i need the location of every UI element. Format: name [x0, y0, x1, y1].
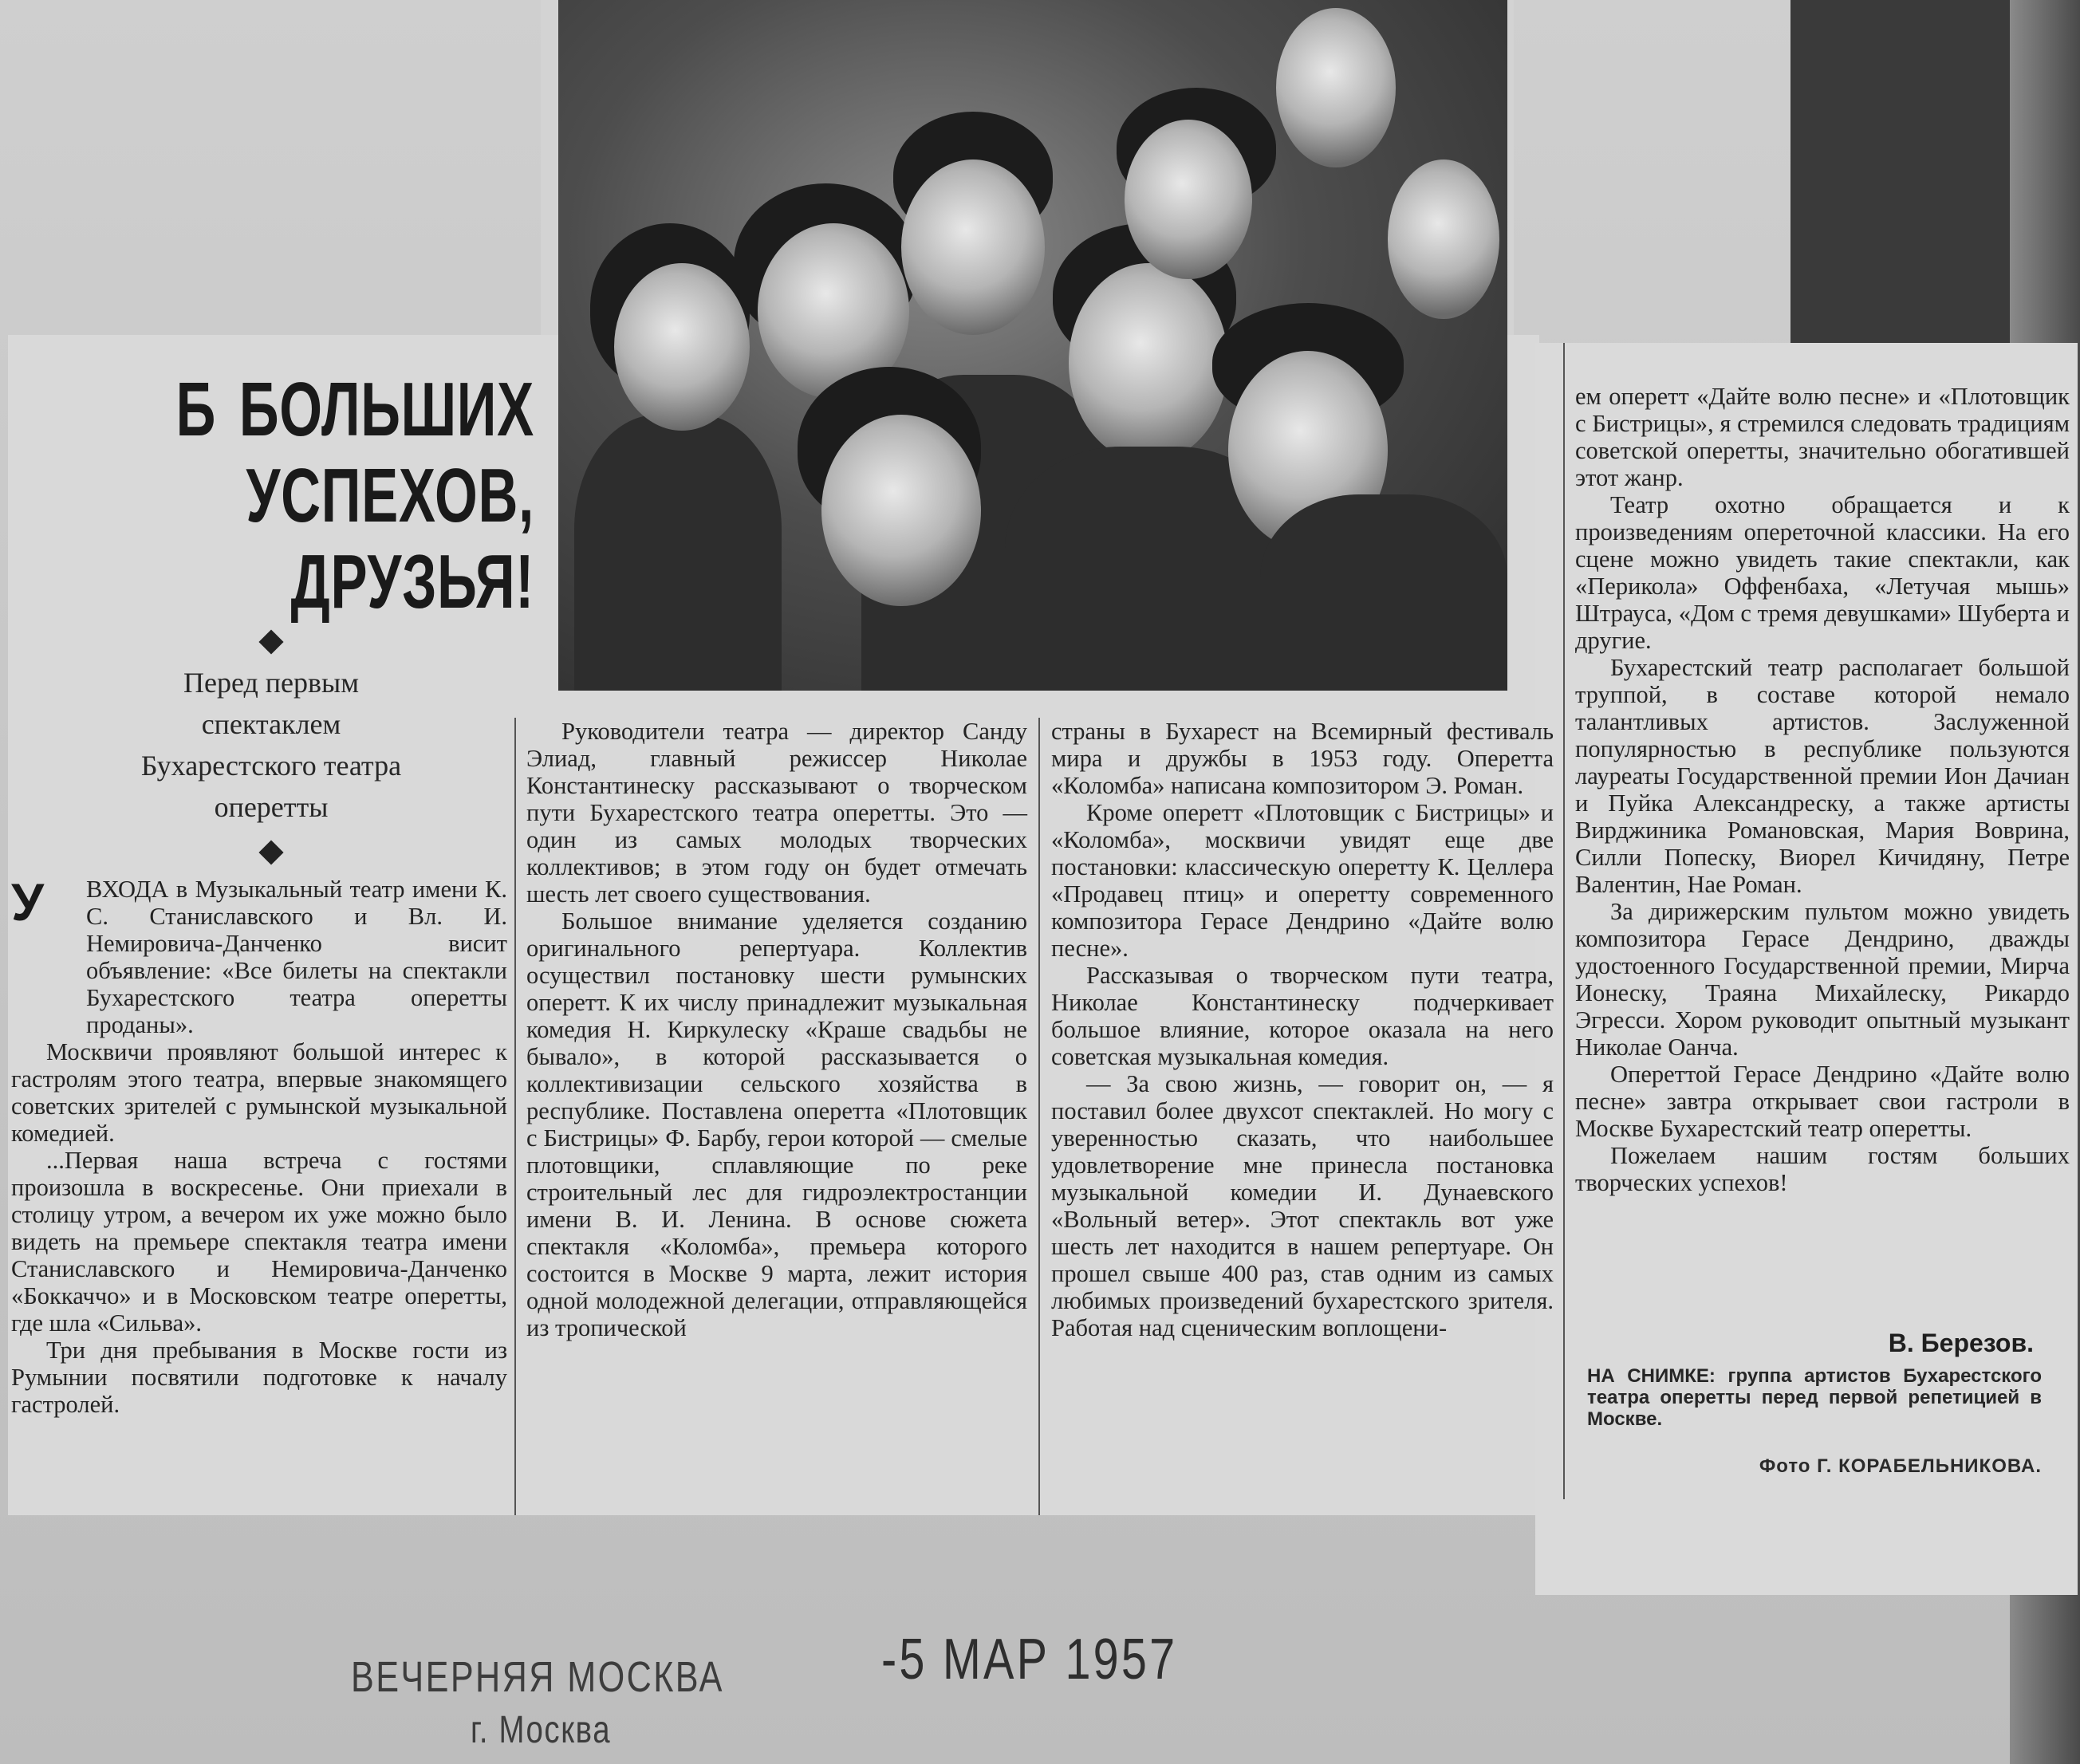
drop-cap: У: [11, 872, 45, 931]
group-photo: [558, 0, 1507, 691]
paragraph: ...Первая наша встреча с гостями произошла в воскресенье. Они приехали в столицу утром, а вечером их уже можно было видеть на премьере спектакля театра имени Станиславского и Немировича-Данченко «Боккаччо» и в Московском театре оперетты, где шла «Сильва».: [11, 1147, 507, 1337]
stamp-newspaper: ВЕЧЕРНЯЯ МОСКВА: [351, 1653, 724, 1701]
paragraph: За дирижерским пультом можно увидеть композитора Герасе Дендрино, дважды удостоенного Государственной премии, Мирча Ионеску, Траяна Михайлеску, Рикардо Эгресси. Хором руководит опытный музыкант Николае Оанча.: [1575, 898, 2070, 1061]
paragraph: Рассказывая о творческом пути театра, Николае Константинеску подчеркивает большое влияние, которое оказала на него советская музыкальная комедия.: [1051, 962, 1554, 1070]
column-rule: [1563, 343, 1565, 1499]
stamp-city: г. Москва: [471, 1709, 612, 1751]
headline-prefix: Б: [175, 367, 217, 452]
paragraph: Большое внимание уделяется созданию оригинального репертуара. Коллектив осуществил постановку шести румынских оперетт. К их числу принадлежит музыкальная комедия Н. Киркулеску «Краше свадьбы не бывало», в которой рассказывается о коллективизации сельского хозяйства в республике. Поставлена оперетта «Плотовщик с Бистрицы» Ф. Барбу, герои которой — смелые плотовщики, сплавляющие по реке строительный лес для гидроэлектростанции имени В. И. Ленина. В основе сюжета спектакля «Коломба», премьера которого состоится в Москве 9 марта, лежит история одной молодежной делегации, отправляющейся из тропической: [526, 908, 1027, 1341]
article-column-2: [526, 718, 1027, 1341]
paragraph: ВХОДА в Музыкальный театр имени К. С. Станиславского и Вл. И. Немировича-Данченко висит объявление: «Все билеты на спектакли Бухарестского театра оперетты проданы».: [86, 876, 507, 1038]
paragraph: Кроме оперетт «Плотовщик с Бистрицы» и «Коломба», москвичи увидят еще две постановки: классическую оперетту К. Целлера «Продавец птиц» и оперетту современного композитора Герасе Дендрино «Дайте волю песне».: [1051, 799, 1554, 962]
paragraph: Три дня пребывания в Москве гости из Румынии посвятили подготовке к началу гастролей.: [11, 1337, 507, 1418]
paragraph: Опереттой Герасе Дендрино «Дайте волю песне» завтра открывает свои гастроли в Москве Бухарестский театр оперетты.: [1575, 1061, 2070, 1142]
paragraph: Руководители театра — директор Санду Элиад, главный режиссер Николае Константинеску рассказывают о творческом пути Бухарестского театра оперетты. Это — один из самых молодых творческих коллективов; в этом году он будет отмечать шесть лет своего существования.: [526, 718, 1027, 908]
article-subhead: Перед первым спектаклем Бухарестского театра оперетты: [140, 667, 402, 823]
article-column-3: [1051, 718, 1554, 1341]
article-column-1: [11, 872, 507, 1418]
paragraph: — За свою жизнь, — говорит он, — я поставил более двухсот спектаклей. Но могу с уверенностью сказать, что наибольшее удовлетворение мне принесла постановка музыкальной комедии И. Дунаевского «Вольный ветер». Этот спектакль вот уже шесть лет находится в нашем репертуаре. Он прошел свыше 400 раз, став одним из самых любимых произведений бухарестского зрителя. Работая над сценическим воплощени-: [1051, 1070, 1554, 1341]
article-headline: Б БОЛЬШИХ УСПЕХОВ, ДРУЗЬЯ!: [175, 367, 534, 624]
author-signature: В. Березов.: [1888, 1329, 2034, 1357]
photo-credit: Фото Г. КОРАБЕЛЬНИКОВА.: [1759, 1455, 2042, 1477]
stamp-date: -5 МАР 1957: [881, 1628, 1178, 1691]
paragraph: Москвичи проявляют большой интерес к гастролям этого театра, впервые знакомящего советских зрителей с румынской музыкальной комедией.: [11, 1038, 507, 1147]
paragraph: Пожелаем нашим гостям больших творческих успехов!: [1575, 1142, 2070, 1196]
paragraph: Театр охотно обращается и к произведениям опереточной классики. На его сцене можно увидеть такие спектакли, как «Перикола» Оффенбаха, «Летучая мышь» Штрауса, «Дом с тремя девушками» Шуберта и другие.: [1575, 491, 2070, 654]
photo-caption: НА СНИМКЕ: группа артистов Бухарестского театра оперетты перед первой репетицией в Москве.: [1587, 1365, 2042, 1430]
column-rule: [1038, 718, 1040, 1515]
paragraph: страны в Бухарест на Всемирный фестиваль мира и дружбы в 1953 году. Оперетта «Коломба» написана композитором Э. Роман.: [1051, 718, 1554, 799]
paragraph: Бухарестский театр располагает большой труппой, в составе которой немало талантливых артистов. Заслуженной популярностью в республике пользуются лауреаты Государственной премии Ион Дачиан и Пуйка Александреску, а также артисты Вирджиника Романовская, Мария Воврина, Силли Попеску, Виорел Кичидяну, Петре Валентин, Нае Роман.: [1575, 654, 2070, 898]
article-column-4: [1575, 383, 2070, 1196]
paragraph: ем оперетт «Дайте волю песне» и «Плотовщик с Бистрицы», я стремился следовать традициям советской оперетты, значительно обогатившей этот жанр.: [1575, 383, 2070, 491]
column-rule: [514, 718, 516, 1515]
